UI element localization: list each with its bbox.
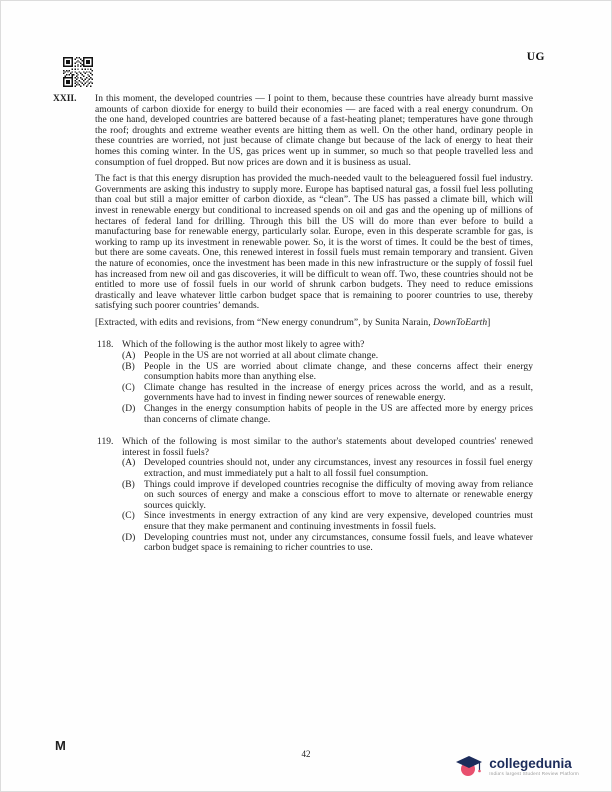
passage-paragraph-1: In this moment, the developed countries — I point to them, because these countries have already burnt massive amounts of carbon dioxide for energy to build their economies — are faced with a real energy conundrum. On the one hand, developed countries are battered because of a fast-heating planet; temperatures have gone through the roof; droughts and extreme weather events are hitting them as well. On the other hand, ordinary people in these countries are worried, not just because of climate change but because of the lack of energy to heat their homes this coming winter. In the US, gas prices went up in summer, so much so that people travelled less and consumption of fuel dropped. But now prices are down and it is business as usual. <box>95 94 533 168</box>
passage-and-questions <box>95 94 533 566</box>
attribution-text: [Extracted, with edits and revisions, from “New energy conundrum”, by Sunita Narain, <box>95 317 434 328</box>
option-label: (B) <box>122 361 135 372</box>
question-118-option-b <box>122 362 533 383</box>
question-119-option-c <box>122 511 533 532</box>
option-text: Developed countries should not, under any circumstances, invest any resources in fossil fuel energy extraction, and must immediately put a halt to all fossil fuel consumption. <box>144 458 533 479</box>
logo-brand-name: collegedunia <box>489 755 572 771</box>
logo-tagline: India's largest Student Review Platform <box>489 770 579 776</box>
option-label: (B) <box>122 479 135 490</box>
attribution-source: DownToEarth <box>433 317 488 328</box>
option-label: (A) <box>122 351 136 362</box>
option-label: (C) <box>122 382 135 393</box>
question-118-option-d <box>122 404 533 425</box>
question-119-option-b <box>122 480 533 512</box>
option-text: Developing countries must not, under any circumstances, consume fossil fuels, and leave whatever carbon budget space is remaining to richer countries to use. <box>144 532 533 554</box>
question-number: 118. <box>97 340 114 351</box>
question-118-option-c <box>122 383 533 404</box>
option-text: People in the US are worried about climate change, and these concerns affect their energy consumption habits more than anything else. <box>144 361 533 383</box>
question-text: Which of the following is most similar to the author's statements about developed countries' renewed interest in fossil fuels? <box>122 437 533 458</box>
question-119-option-d <box>122 533 533 554</box>
collegedunia-logo <box>454 751 579 781</box>
attribution-close-bracket: ] <box>487 317 491 328</box>
question-119-head <box>97 437 533 458</box>
question-number: 119. <box>97 437 114 448</box>
question-text: Which of the following is the author most likely to agree with? <box>122 340 365 351</box>
set-code-label: M <box>55 738 66 753</box>
option-text: Since investments in energy extraction of any kind are very expensive, developed countries must ensure that they make permanent and continuing investments in fossil fuels. <box>144 511 533 532</box>
qr-code <box>63 57 93 87</box>
logo-text-block <box>489 756 579 777</box>
option-label: (D) <box>122 532 136 543</box>
page-number: 42 <box>301 749 311 759</box>
question-119-option-a <box>122 458 533 479</box>
graduation-cap-icon <box>454 751 484 781</box>
question-118 <box>97 340 533 425</box>
option-label: (A) <box>122 458 136 469</box>
question-119 <box>97 437 533 554</box>
question-118-option-a <box>122 351 533 362</box>
passage-attribution <box>95 318 533 329</box>
option-label: (C) <box>122 511 135 522</box>
exam-code-label: UG <box>526 51 545 63</box>
passage-number: XXII. <box>53 94 77 104</box>
option-text: Climate change has resulted in the increase of energy prices across the world, and as a result, governments have had to invest in finding newer sources of renewable energy. <box>144 382 533 404</box>
option-text: Things could improve if developed countries recognise the difficulty of moving away from reliance on such sources of energy and make a conscious effort to move to alternate or renewable energy sources quickly. <box>144 479 533 511</box>
passage-paragraph-2: The fact is that this energy disruption has provided the much-needed vault to the beleaguered fossil fuel industry. Governments are asking this industry to supply more. Europe has baptised natural gas, a fossil fuel less polluting than coal but still a major emitter of carbon dioxide, as “clean”. The US has passed a climate bill, which will invest in renewable energy but conditional to increased spends on oil and gas and the opening up of millions of hectares of federal land for drilling. Through this bill the US will do more than ever before to build a manufacturing base for renewable energy, particularly solar. Europe, even in this desperate scramble for gas, is working to ramp up its investment in renewable power. So, it is the worst of times. It could be the best of times, but there are some caveats. One, this renewed interest in fossil fuels must remain temporary and transient. Given the nature of economies, once the investment has been made in this new infrastructure or the supply of fossil fuel has increased from new oil and gas discoveries, it will be difficult to wean off. Two, these countries should not be entitled to more use of fossil fuels in our world of shrunk carbon budgets. They need to reduce emissions drastically and leave whatever little carbon budget space that is remaining to poorer countries to use, thereby satisfying such poorer countries’ demands. <box>95 174 533 312</box>
question-118-head <box>97 340 533 351</box>
option-text: People in the US are not worried at all about climate change. <box>144 351 379 362</box>
option-label: (D) <box>122 404 136 415</box>
option-text: Changes in the energy consumption habits of people in the US are affected more by energy prices than concerns of climate change. <box>144 404 533 425</box>
